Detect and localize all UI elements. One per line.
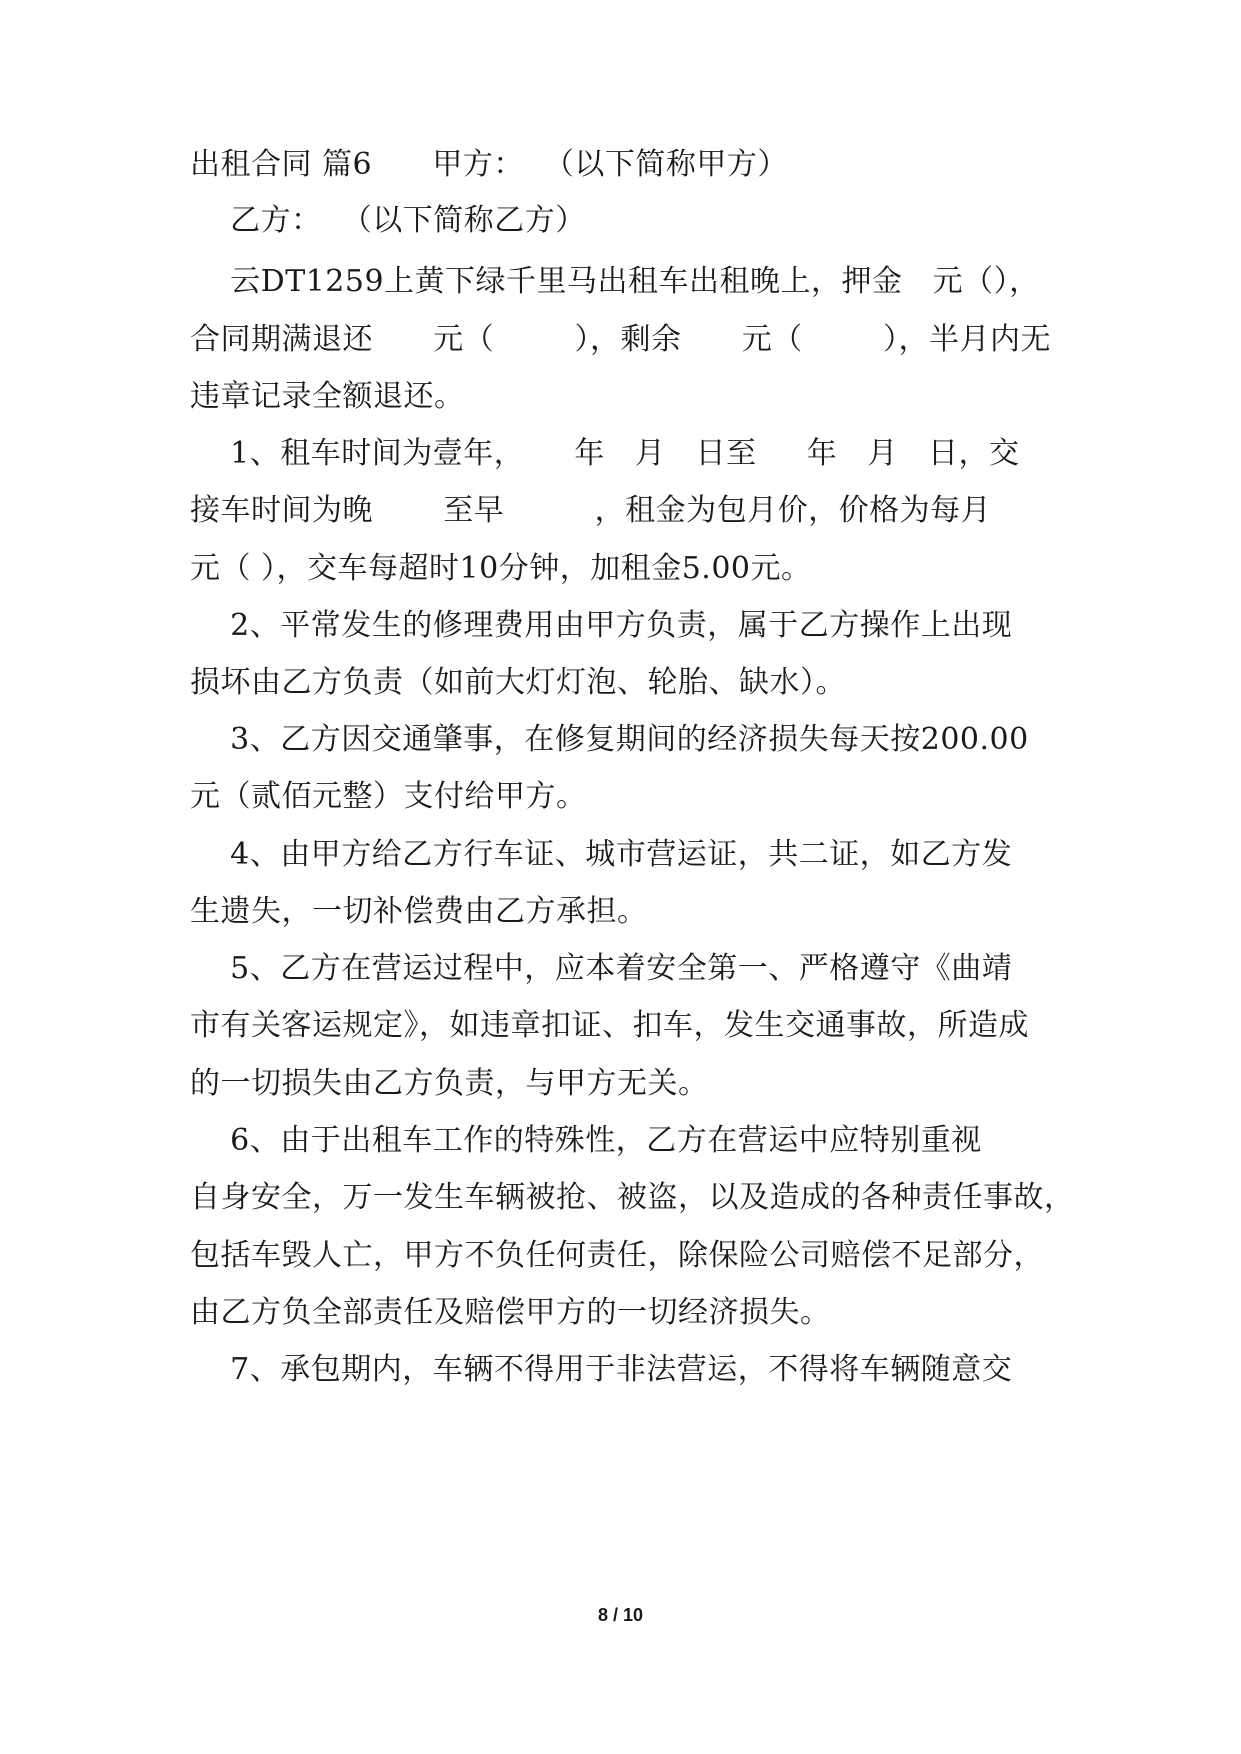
text-line: 包括车毁人亡，甲方不负任何责任，除保险公司赔偿不足部分， bbox=[190, 1238, 1044, 1273]
text-line: 5、乙方在营运过程中，应本着安全第一、严格遵守《曲靖 bbox=[190, 951, 1013, 986]
page-number: 8 / 10 bbox=[597, 1605, 644, 1625]
text-line: 1、租车时间为壹年， 年 月 日至 年 月 日，交 bbox=[190, 436, 1020, 471]
text-line: 云DT1259上黄下绿千里马出租车出租晚上，押金 元（）， bbox=[190, 264, 1040, 299]
text-line: 3、乙方因交通肇事，在修复期间的经济损失每天按200.00 bbox=[190, 722, 1029, 757]
text-line: 自身安全，万一发生车辆被抢、被盗，以及造成的各种责任事故， bbox=[190, 1180, 1075, 1215]
text-line: 2、平常发生的修理费用由甲方负责，属于乙方操作上出现 bbox=[190, 608, 1013, 643]
text-line: 6、由于出租车工作的特殊性，乙方在营运中应特别重视 bbox=[190, 1123, 982, 1158]
text-line: 7、承包期内，车辆不得用于非法营运，不得将车辆随意交 bbox=[190, 1352, 1013, 1387]
text-line: 的一切损失由乙方负责，与甲方无关。 bbox=[190, 1066, 709, 1101]
text-line: 合同期满退还 元（ ），剩余 元（ ），半月内无 bbox=[190, 322, 1052, 357]
text-line: 出租合同 篇6 甲方： （以下简称甲方） bbox=[190, 147, 788, 182]
text-line: 4、由甲方给乙方行车证、城市营运证，共二证，如乙方发 bbox=[190, 837, 1013, 872]
text-line: 生遗失，一切补偿费由乙方承担。 bbox=[190, 894, 648, 929]
text-line: 元（贰佰元整）支付给甲方。 bbox=[190, 779, 587, 814]
text-line: 元（ ），交车每超时10分钟，加租金5.00元。 bbox=[190, 551, 812, 586]
text-line: 接车时间为晚 至早 ，租金为包月价，价格为每月 bbox=[190, 493, 992, 528]
text-line: 市有关客运规定》，如违章扣证、扣车，发生交通事故，所造成 bbox=[190, 1008, 1029, 1043]
text-line: 乙方： （以下简称乙方） bbox=[190, 203, 586, 238]
text-line: 损坏由乙方负责（如前大灯灯泡、轮胎、缺水）。 bbox=[190, 665, 846, 700]
text-line: 由乙方负全部责任及赔偿甲方的一切经济损失。 bbox=[190, 1295, 831, 1330]
text-line: 违章记录全额退还。 bbox=[190, 379, 465, 414]
